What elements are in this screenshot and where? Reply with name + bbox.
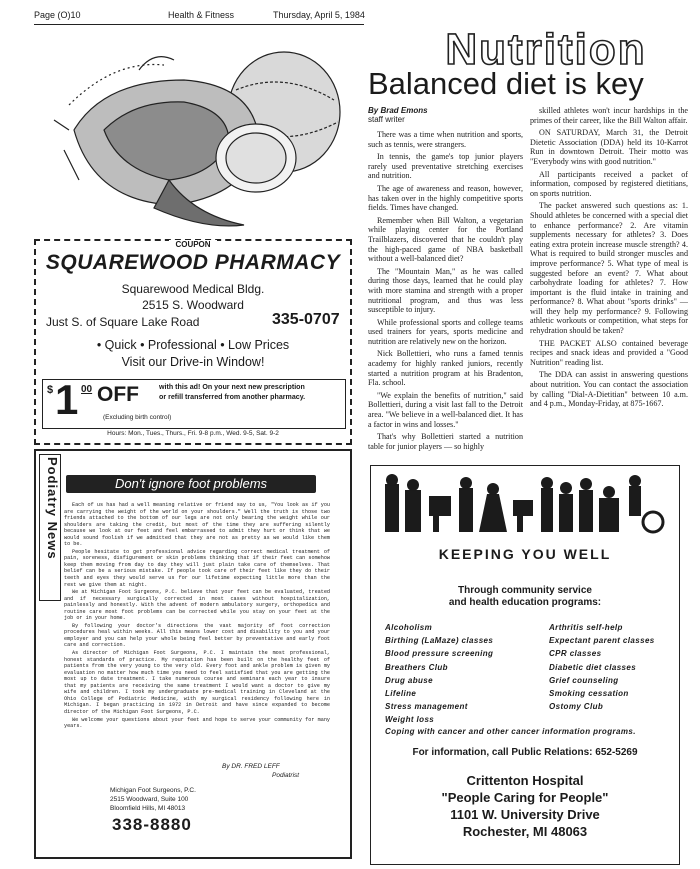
article-paragraph: "We explain the benefits of nutrition," said Bollettieri, during a visit last fall to the Detroit area. "We believe in a well-balanced diet. It has a factor in wins and losses." (368, 390, 523, 429)
podiatry-phone: 338-8880 (112, 815, 192, 834)
article-paragraph: In tennis, the game's top junior players rarely used preventative stretching exercises and nutrition. (368, 152, 523, 181)
article-paragraph: The "Mountain Man," as he was called during those days, learned that he could play with more stamina and strength with a proper nutritional program, and thus was less susceptible to injury. (368, 266, 523, 315)
discount-cents: 00 (81, 384, 93, 395)
program-item: Grief counseling (549, 675, 619, 685)
byline-role: staff writer (368, 115, 405, 124)
podiatry-address-line-2: 2515 Woodward, Suite 100 (110, 796, 189, 803)
article-paragraph: Nick Bollettieri, who runs a famed tennis academy for highly ranked juniors, recently started a nutrition program at his Bradenton, Fla. school. (368, 349, 523, 388)
podiatry-signature: By DR. FRED LEFF (222, 763, 280, 770)
program-item: Diabetic diet classes (549, 662, 637, 672)
article-paragraph: ON SATURDAY, March 31, the Detroit Dietetic Association (DDA) held its 10-Karrot Run in downtown Detroit. Their motto was "Everybody wins with good nutrition." (530, 128, 688, 166)
podiatry-paragraph: Each of us has had a well meaning relative or friend say to us, "You look as if you are carrying the weight of the world on your shoulders." Well the truth is those two friends attached to the bottom of our legs are not only bearing the weight while our shoulders are taking the credit, but most of the time they are suffering silently because we look at our feet and feel embarrassed to admit they hurt or think that we would sound foolish if we admitted that they are not as pretty as we would like them to be. (64, 502, 330, 548)
byline-author: By Brad Emons (368, 106, 428, 115)
hospital-ad (370, 465, 680, 865)
podiatry-address-line-3: Bloomfield Hills, MI 48013 (110, 805, 186, 812)
pharmacy-address: 2515 S. Woodward (142, 298, 244, 312)
podiatry-paragraph: We welcome your questions about your feet and hope to serve your community for many years. (64, 716, 330, 730)
hospital-intro-2: and health education programs: (448, 597, 602, 608)
article-paragraph: The age of awareness and reason, however, has taken over in the highly competitive sports fields. Times have changed. (368, 183, 523, 213)
article-paragraph: skilled athletes won't incur hardships in the primes of their career, like the Bill Walton affair. (530, 106, 688, 125)
article-paragraph: The DDA can assist in answering questions about nutrition. You can contact the association by calling "Dial-A-Dietitian" between 10 a.m. and 4 p.m., Monday-Friday, at 875-1667. (530, 370, 688, 409)
header-rule (34, 24, 364, 25)
headline: Balanced diet is key (368, 66, 644, 101)
program-item: Alcoholism (385, 623, 433, 632)
offer-line-2: or refill transferred from another pharmacy. (159, 393, 306, 401)
offer-exclusion: (Excluding birth control) (103, 414, 172, 421)
podiatry-address-line-1: Michigan Foot Surgeons, P.C. (110, 787, 196, 794)
discount-amount: 1 (55, 376, 79, 423)
page-number: Page (O)10 (34, 10, 81, 20)
hospital-slogan: "People Caring for People" (441, 790, 609, 805)
pharmacy-hours: Hours: Mon., Tues., Thurs., Fri. 9-8 p.m., Wed. 9-5, Sat. 9-2 (107, 430, 279, 437)
program-item: Ostomy Club (549, 702, 604, 712)
podiatry-side-title: Podiatry News (45, 457, 60, 560)
podiatry-side-banner (39, 454, 61, 601)
article-paragraph: There was a time when nutrition and sports, such as tennis, were strangers. (368, 130, 523, 149)
program-item: Drug abuse (385, 675, 434, 685)
discount-off: OFF (97, 383, 139, 406)
program-item: Stress management (385, 702, 468, 712)
section-title: Nutrition (445, 26, 647, 72)
drive-in-notice: Visit our Drive-in Window! (121, 355, 265, 369)
podiatry-headline-bar (66, 475, 316, 493)
coupon-label: COUPON (36, 240, 350, 249)
pharmacy-coupon (34, 239, 352, 445)
program-item: Blood pressure screening (385, 649, 494, 659)
article-paragraph: The packet answered such questions as: 1. Should athletes be concerned with a special diet to enhance performance? 2. Are vitamin supplements necessary for athletes? 3. Does eating extra protein increase muscle strength? 4. What is required to build stronger muscles and improve performance? 5. What type of meal is suggested before an event? 7. What about carbohydrate loading for athletes? 7. How important is the fluid intake in training and performance? 8. What about "sports drinks" — will they help my performance? 9. Following athletic workouts or competition, what steps for rehydration should be taken? (530, 201, 688, 336)
dollar-sign: $ (47, 384, 54, 396)
hospital-name: Crittenton Hospital (466, 773, 584, 788)
food-illustration (44, 30, 349, 235)
program-item: Arthritis self-help (549, 623, 623, 632)
program-item: CPR classes (549, 649, 602, 659)
hospital-intro-1: Through community service (458, 585, 592, 596)
pharmacy-slogan: • Quick • Professional • Low Prices (96, 338, 290, 352)
article-column-2 (530, 106, 688, 458)
discount-box (42, 376, 346, 429)
podiatry-paragraph: As director of Michigan Foot Surgeons, P.C. I maintain the most professional, honest standards of practice. My reputation has been built on the healthy feet of patients from the very young to the very old. Every foot and ankle problem is given my evaluation no matter how much time you need to feel satisfied that you are getting the most up to date treatment. I take numerous course and seminars each year to insure that my patients are receiving the same treatment I would want a doctor to give my wife and children. I took my undergraduate pre-medical training in Cleveland at the Ohio College of Podiatric Medicine, with my surgical residency following here in Michigan. I began practicing in 1972 in Detroit and have since expanded to become director of the Michigan Foot Surgeons, P.C. (64, 650, 330, 715)
silhouette-figures-graphic (383, 474, 669, 534)
program-list-right (549, 621, 677, 713)
article-paragraph: All participants received a packet of information, composed by registered dietitians, on sports nutrition. (530, 169, 688, 198)
podiatry-body (64, 502, 330, 764)
program-item: Smoking cessation (549, 689, 629, 699)
podiatry-paragraph: By following your doctor's directions the vast majority of foot correction procedures heal within weeks. All this means lower cost and disability to you and your employer and you can help your whole being feel better by preventative and early foot care and correction. (64, 622, 330, 649)
podiatry-paragraph: People hesitate to get professional advice regarding correct medical treatment of pain, soreness, disfigurement or skin problems thinking that if their feet can somehow keep them moving from day to day they will just plain take care of themselves. That belief can be a serious mistake. If people took care of their feet like they do their teeth and eyes they would serve us for our lifetime expecting little more than the rest we give them at night. (64, 548, 330, 588)
section-label: Health & Fitness (168, 10, 235, 20)
program-item: Birthing (LaMaze) classes (385, 636, 494, 646)
podiatry-paragraph: We at Michigan Foot Surgeons, P.C. believe that your feet can be evaluated, treated and if necessary surgically corrected in most cases without hospitalization, painlessly and honestly. With the advent of modern ambulatory surgery, orthopedics and routine care most foot problems can be corrected while you stay on your feet at the job or in your home. (64, 589, 330, 622)
hospital-ad-title: KEEPING YOU WELL (438, 546, 612, 562)
hospital-address: 1101 W. University Drive (450, 807, 600, 822)
program-item: Breathers Club (385, 662, 448, 672)
article-column-1 (368, 130, 523, 460)
pharmacy-phone: 335-0707 (272, 311, 340, 328)
podiatry-signature-role: Podiatrist (272, 772, 300, 779)
article-paragraph: THE PACKET ALSO contained beverage recipes and snack ideas and provided a "Good Nutrition" reading list. (530, 338, 688, 367)
program-item: Lifeline (385, 689, 417, 699)
podiatry-ad (34, 449, 352, 859)
hospital-city: Rochester, MI 48063 (462, 824, 588, 839)
program-item: Weight loss (385, 715, 435, 725)
issue-date: Thursday, April 5, 1984 (273, 10, 365, 20)
program-item: Expectant parent classes (549, 636, 655, 646)
article-paragraph: While professional sports and college teams used trainers for years, sports medicine and nutrition are relatively new on the horizon. (368, 317, 523, 346)
pharmacy-location: Just S. of Square Lake Road (46, 315, 200, 329)
offer-line-1: with this ad! On your next new prescription (159, 383, 305, 391)
article-paragraph: Remember when Bill Walton, a vegetarian while playing center for the Portland Trailblazers, discovered that he couldn't play the high-paced game of NBA basketball without a well-balanced diet? (368, 215, 523, 264)
hospital-info-line: For information, call Public Relations: 652-5269 (412, 747, 638, 758)
program-cancer-info: Coping with cancer and other cancer information programs. (385, 727, 636, 736)
pharmacy-building: Squarewood Medical Bldg. (121, 282, 265, 296)
program-list-left (385, 621, 545, 727)
pharmacy-name: SQUAREWOOD PHARMACY (45, 251, 341, 274)
podiatry-headline: Don't ignore foot problems (114, 476, 268, 491)
article-paragraph: That's why Bollettieri started a nutrition table for junior players — so highly (368, 432, 523, 451)
